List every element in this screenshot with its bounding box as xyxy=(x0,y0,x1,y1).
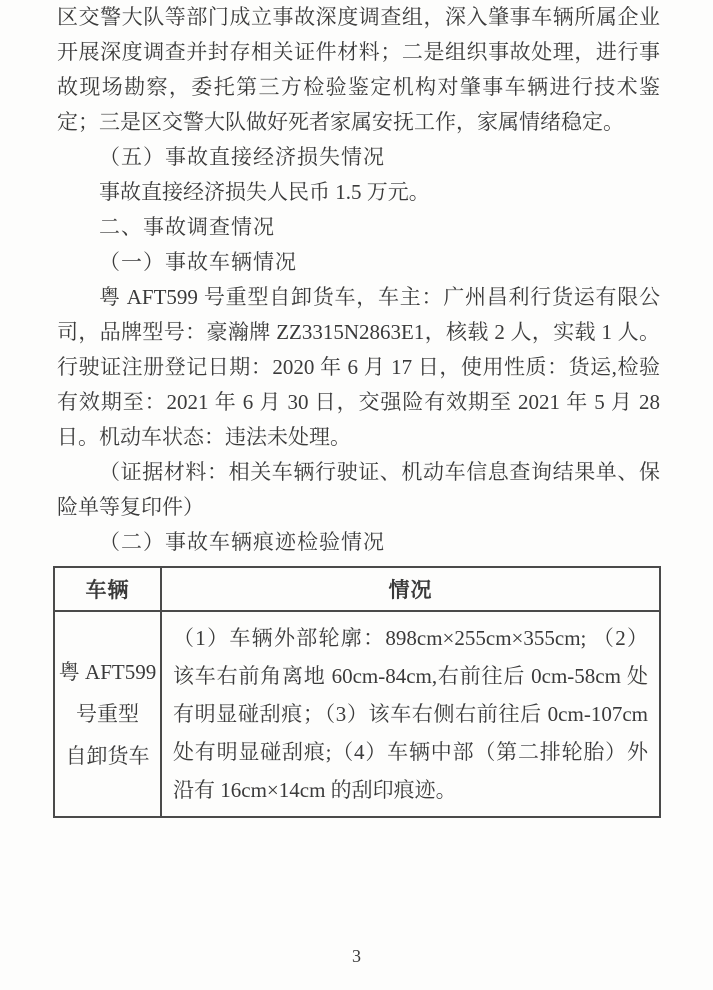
table-header-row xyxy=(54,567,660,611)
paragraph-vehicle-info: 粤 AFT599 号重型自卸货车，车主：广州昌利行货运有限公司，品牌型号：豪瀚牌 ZZ3315N2863E1，核载 2 人，实载 1 人。行驶证注册登记日期：2020 年 6 月 17 日，使用性质：货运,检验有效期至：2021 年 6 月 30 日，交强险有效期至 2021 年 5 月 28 日。机动车状态：违法未处理。 xyxy=(57,285,660,449)
table-header-vehicle: 车辆 xyxy=(54,567,161,611)
table-cell-vehicle xyxy=(54,611,161,817)
heading-economic-loss: （五）事故直接经济损失情况 xyxy=(99,145,385,169)
table-cell-situation: （1）车辆外部轮廓：898cm×255cm×355cm; （2）该车右前角离地 60cm-84cm,右前往后 0cm-58cm 处有明显碰刮痕；（3）该车右侧右前往后 0cm-107cm 处有明显碰刮痕;（4）车辆中部（第二排轮胎）外沿有 16cm×14cm 的刮印痕迹。 xyxy=(161,611,660,817)
page-content xyxy=(57,0,660,818)
paragraph-evidence-materials: （证据材料：相关车辆行驶证、机动车信息查询结果单、保险单等复印件） xyxy=(57,460,660,519)
vehicle-name-line: 号重型 xyxy=(76,702,139,726)
heading-vehicle-info: （一）事故车辆情况 xyxy=(99,250,297,274)
page-number: 3 xyxy=(352,946,361,966)
paragraph-economic-loss: 事故直接经济损失人民币 1.5 万元。 xyxy=(99,180,430,204)
table-header-situation: 情况 xyxy=(161,567,660,611)
vehicle-trace-table xyxy=(53,566,661,818)
paragraph-intro-continuation: 区交警大队等部门成立事故深度调查组，深入肇事车辆所属企业开展深度调查并封存相关证件材料；二是组织事故处理，进行事故现场勘察，委托第三方检验鉴定机构对肇事车辆进行技术鉴定；三是区交警大队做好死者家属安抚工作，家属情绪稳定。 xyxy=(57,5,660,134)
heading-investigation-section: 二、事故调查情况 xyxy=(99,216,275,239)
heading-trace-inspection: （二）事故车辆痕迹检验情况 xyxy=(99,530,385,554)
table-row xyxy=(54,611,660,817)
vehicle-name-line: 自卸货车 xyxy=(65,744,150,768)
vehicle-name-line: 粤 AFT599 xyxy=(58,660,157,684)
